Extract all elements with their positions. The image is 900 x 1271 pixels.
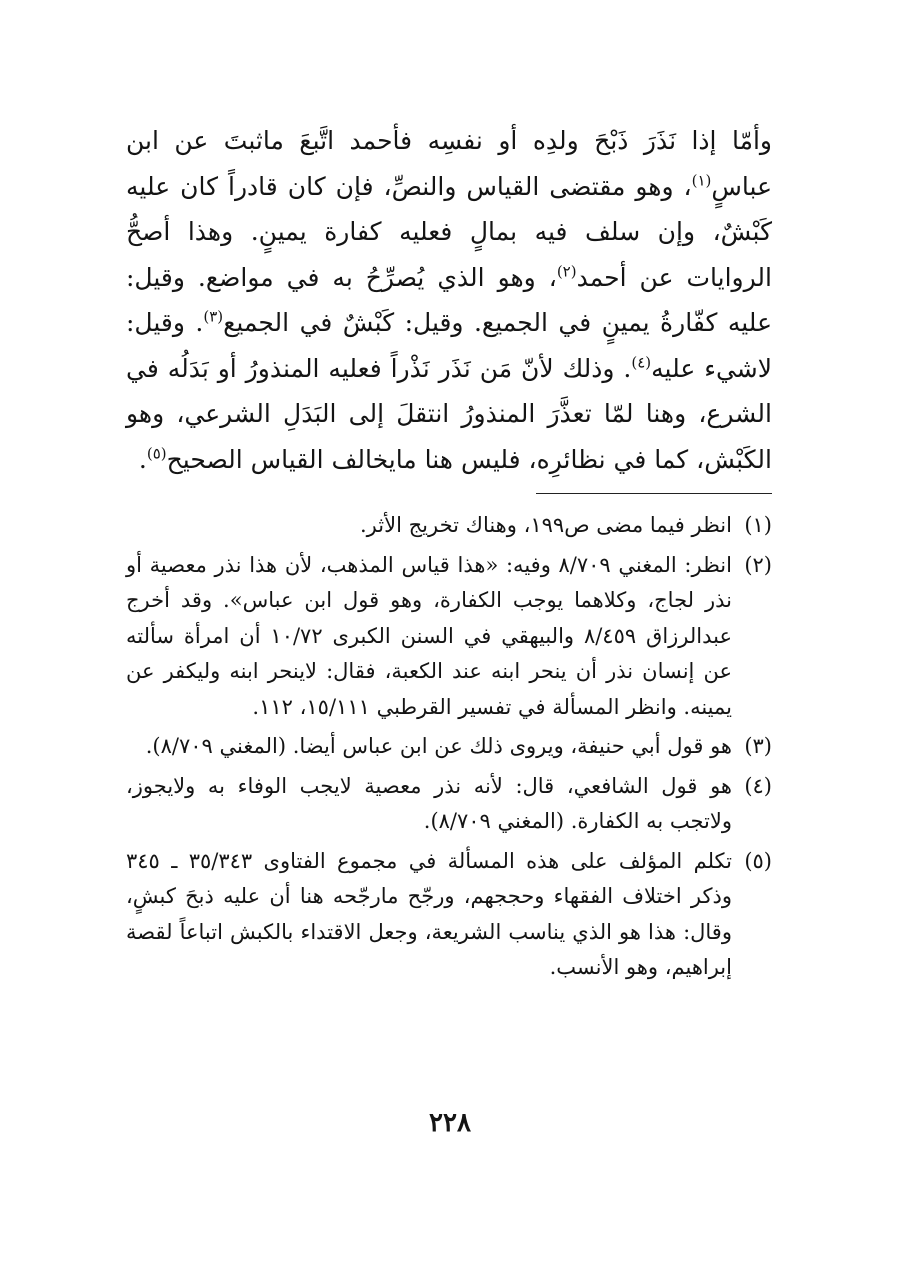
footnote-reference-1: (١) xyxy=(691,171,712,190)
footnote-number: (٢) xyxy=(744,552,772,577)
footnote-number: (٤) xyxy=(744,773,772,798)
main-paragraph xyxy=(126,118,772,482)
footnote-4 xyxy=(126,769,772,840)
footnote-number: (٣) xyxy=(744,734,772,758)
page-number: ٢٢٨ xyxy=(429,1108,471,1138)
footnote-text: تكلم المؤلف على هذه المسألة في مجموع الفتاوى ٣٥/٣٤٣ ـ ٣٤٥ وذكر اختلاف الفقهاء وحججهم، ورجّح مارجّحه هنا أن عليه ذبحَ كبشٍ، وقال: هذا هو الذي يناسب الشريعة، وجعل الاقتداء بالكبش اتباعاً لقصة إبراهيم، وهو الأنسب. xyxy=(126,848,732,979)
footnote-3 xyxy=(126,729,772,765)
footnote-text: هو قول الشافعي، قال: لأنه نذر معصية لايجب الوفاء به ولايجوز، ولاتجب به الكفارة. (المغني ٨/٧٠٩). xyxy=(126,773,732,833)
main-text-segment-1: وأمّا إذا نَذَرَ ذَبْحَ ولدِه أو نفسِه فأحمد اتَّبعَ ماثبتَ عن ابن عباسٍ xyxy=(126,126,772,201)
footnote-2 xyxy=(126,548,772,726)
footnote-reference-4: (٤) xyxy=(631,353,652,372)
main-text-block xyxy=(126,118,772,482)
footnote-text: هو قول أبي حنيفة، ويروى ذلك عن ابن عباس أيضا. (المغني ٨/٧٠٩). xyxy=(145,734,732,758)
footnote-1 xyxy=(126,508,772,544)
footnotes-block xyxy=(126,508,772,990)
main-text-segment-3: ، وهو الذي يُصرِّحُ به في مواضع. وقيل: عليه كفّارةُ يمينٍ في الجميع. وقيل: كَبْشٌ في الجميع xyxy=(126,262,772,337)
main-text-segment-5: . وذلك لأنّ مَن نَذَر نَذْراً فعليه المنذورُ أو بَدَلُه في الشرع، وهنا لمّا تعذَّرَ المنذورُ انتقلَ إلى البَدَلِ الشرعي، وهو الكَبْش، كما في نظائرِه، فليس هنا مايخالف القياس الصحيح xyxy=(126,353,772,474)
footnote-number: (١) xyxy=(744,513,772,537)
footnote-reference-2: (٢) xyxy=(556,262,577,281)
footnote-number: (٥) xyxy=(744,848,772,873)
footnote-5 xyxy=(126,844,772,986)
footnote-text: انظر: المغني ٨/٧٠٩ وفيه: «هذا قياس المذهب، لأن هذا نذر معصية أو نذر لجاج، وكلاهما يوجب الكفارة، وهو قول ابن عباس». وقد أخرج عبدالرزاق ٨/٤٥٩ والبيهقي في السنن الكبرى ١٠/٧٢ أن امرأة سألته عن إنسان نذر أن ينحر ابنه عند الكعبة، فقال: لاينحر ابنه وليكفر عن يمينه. وانظر المسألة في تفسير القرطبي ١٥/١١١، ١١٢. xyxy=(126,552,733,719)
footnote-separator xyxy=(536,493,772,494)
main-text-segment-4: . وقيل: لاشيء عليه xyxy=(126,308,772,383)
footnote-reference-5: (٥) xyxy=(146,444,167,463)
footnote-reference-3: (٣) xyxy=(203,307,224,326)
main-text-segment-2: ، وهو مقتضى القياس والنصِّ، فإن كان قادراً كان عليه كَبْشٌ، وإن سلف فيه بمالٍ فعليه كفارة يمينٍ. وهذا أصحُّ الروايات عن أحمد xyxy=(126,171,772,292)
main-text-segment-6: . xyxy=(138,444,147,474)
footnote-text: انظر فيما مضى ص١٩٩، وهناك تخريج الأثر. xyxy=(359,513,732,537)
